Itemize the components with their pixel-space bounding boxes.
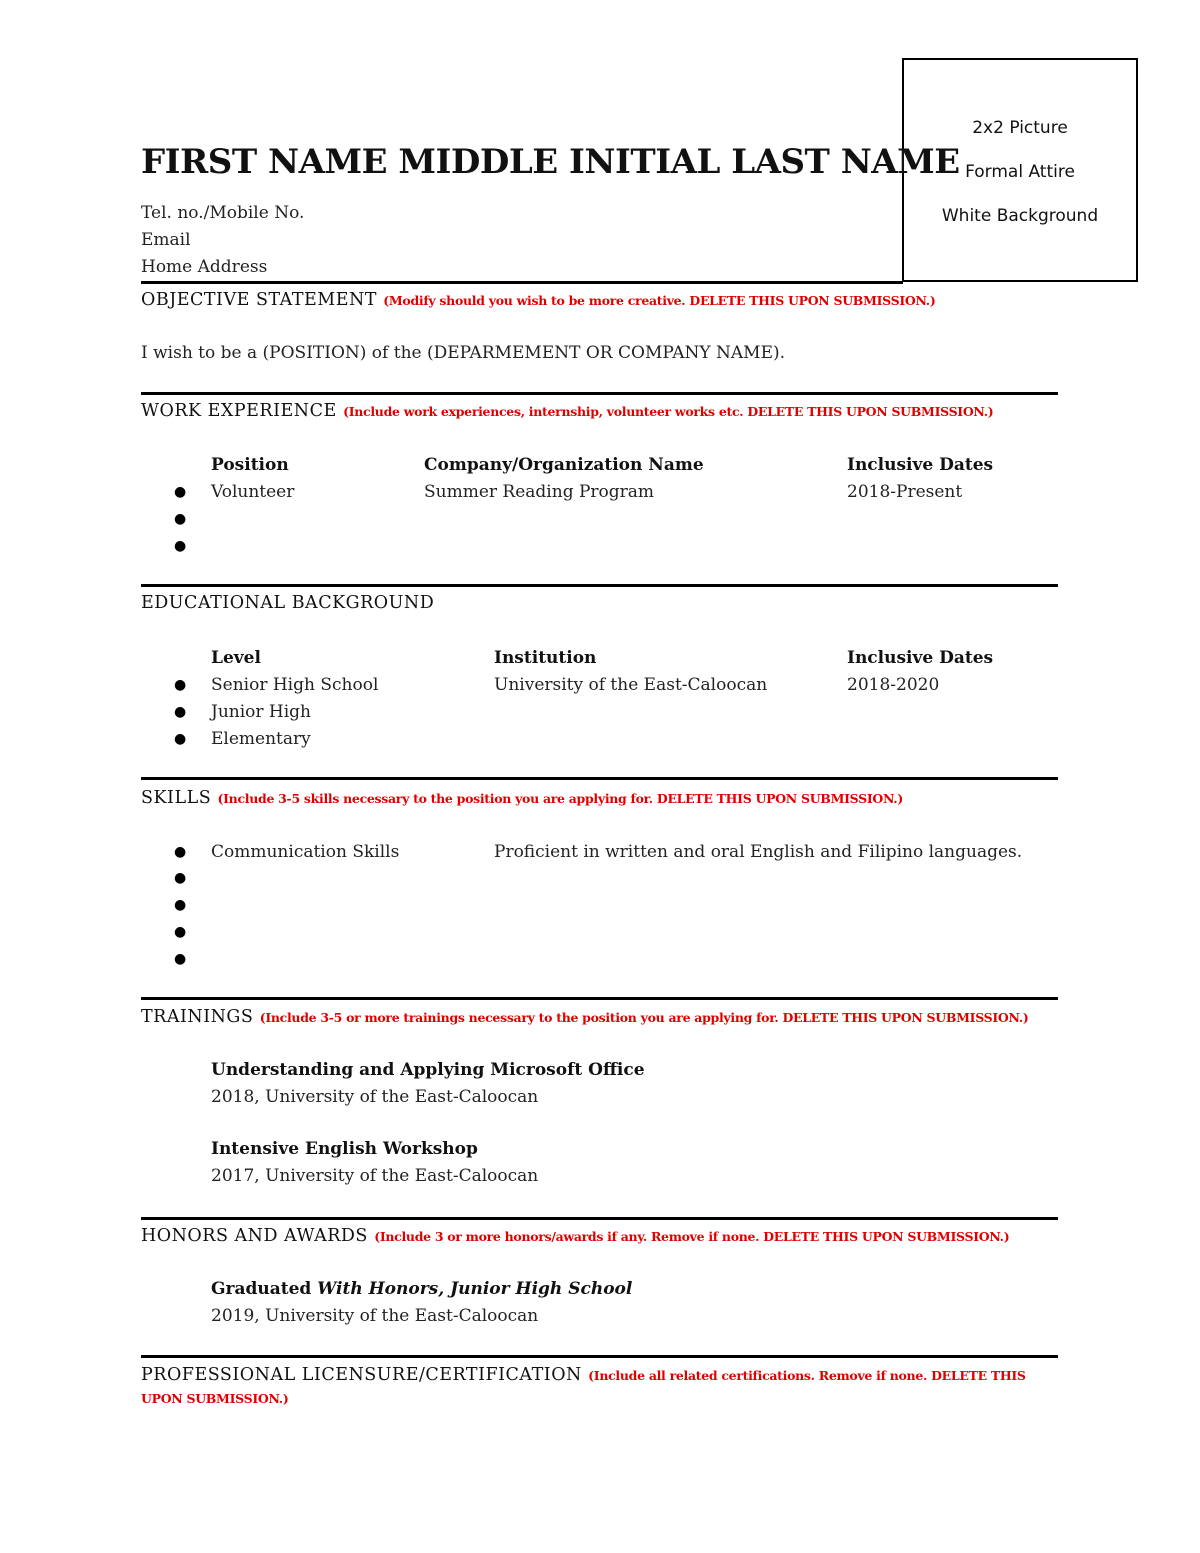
edu-level: Senior High School xyxy=(211,675,379,695)
edu-col-institution: Institution xyxy=(494,648,597,668)
edu-level: Junior High xyxy=(211,702,312,722)
bullet: ● xyxy=(174,844,187,860)
work-company: Summer Reading Program xyxy=(424,482,655,502)
work-position: Volunteer xyxy=(211,482,295,502)
bullet: ● xyxy=(174,731,187,747)
bullet: ● xyxy=(174,704,187,720)
edu-institution: University of the East-Caloocan xyxy=(494,675,768,695)
honor-title: With Honors, Junior High School xyxy=(317,1279,633,1299)
work-col-position: Position xyxy=(211,455,289,475)
education-title: EDUCATIONAL BACKGROUND xyxy=(141,593,435,613)
trainings-heading xyxy=(141,1007,1029,1027)
honor-prefix: Graduated xyxy=(211,1279,318,1299)
edu-level: Elementary xyxy=(211,729,311,749)
edu-col-level: Level xyxy=(211,648,261,668)
objective-text: I wish to be a (POSITION) of the (DEPARMEMENT OR COMPANY NAME). xyxy=(141,343,786,363)
bullet: ● xyxy=(174,897,187,913)
honors-title: HONORS AND AWARDS xyxy=(141,1226,368,1246)
license-note: (Include all related certifications. Remove if none. DELETE THIS UPON SUBMISSION.) xyxy=(141,1368,1026,1406)
bullet: ● xyxy=(174,924,187,940)
license-heading xyxy=(141,1364,1041,1410)
section-divider xyxy=(141,997,1058,1000)
bullet: ● xyxy=(174,538,187,554)
skills-note: (Include 3-5 skills necessary to the position you are applying for. DELETE THIS UPON SUBMISSION.) xyxy=(217,791,903,806)
work-note: (Include work experiences, internship, volunteer works etc. DELETE THIS UPON SUBMISSION.) xyxy=(343,404,994,419)
header-divider xyxy=(141,281,903,284)
work-col-company: Company/Organization Name xyxy=(424,455,704,475)
training-detail: 2018, University of the East-Caloocan xyxy=(211,1087,539,1107)
section-divider xyxy=(141,392,1058,395)
work-col-dates: Inclusive Dates xyxy=(847,455,994,475)
skills-title: SKILLS xyxy=(141,788,212,808)
trainings-note: (Include 3-5 or more trainings necessary to the position you are applying for. DELETE THIS UPON SUBMISSION.) xyxy=(259,1010,1029,1025)
trainings-title: TRAININGS xyxy=(141,1007,254,1027)
honors-note: (Include 3 or more honors/awards if any. Remove if none. DELETE THIS UPON SUBMISSION.) xyxy=(374,1229,1010,1244)
honor-detail: 2019, University of the East-Caloocan xyxy=(211,1306,539,1326)
license-title: PROFESSIONAL LICENSURE/CERTIFICATION xyxy=(141,1365,582,1385)
bullet: ● xyxy=(174,951,187,967)
edu-col-dates: Inclusive Dates xyxy=(847,648,994,668)
edu-dates: 2018-2020 xyxy=(847,675,940,695)
work-title: WORK EXPERIENCE xyxy=(141,401,337,421)
objective-heading xyxy=(141,290,935,310)
section-divider xyxy=(141,777,1058,780)
training-name: Intensive English Workshop xyxy=(211,1139,478,1159)
skill-description: Proficient in written and oral English and Filipino languages. xyxy=(494,842,1023,862)
training-detail: 2017, University of the East-Caloocan xyxy=(211,1166,539,1186)
section-divider xyxy=(141,584,1058,587)
photo-background-label: White Background xyxy=(941,206,1099,226)
section-divider xyxy=(141,1217,1058,1220)
applicant-name: FIRST NAME MIDDLE INITIAL LAST NAME xyxy=(141,142,960,182)
skill-name: Communication Skills xyxy=(211,842,400,862)
phone-line: Tel. no./Mobile No. xyxy=(141,203,305,223)
skills-heading xyxy=(141,788,903,808)
bullet: ● xyxy=(174,677,187,693)
honors-heading xyxy=(141,1226,1009,1246)
work-dates: 2018-Present xyxy=(847,482,963,502)
objective-note: (Modify should you wish to be more creative. DELETE THIS UPON SUBMISSION.) xyxy=(383,293,936,308)
honor-name xyxy=(211,1279,632,1299)
objective-title: OBJECTIVE STATEMENT xyxy=(141,290,377,310)
bullet: ● xyxy=(174,870,187,886)
address-line: Home Address xyxy=(141,257,268,277)
work-heading xyxy=(141,401,993,421)
bullet: ● xyxy=(174,484,187,500)
section-divider xyxy=(141,1355,1058,1358)
training-name: Understanding and Applying Microsoft Office xyxy=(211,1060,645,1080)
bullet: ● xyxy=(174,511,187,527)
email-line: Email xyxy=(141,230,191,250)
education-heading xyxy=(141,593,434,613)
photo-attire-label: Formal Attire xyxy=(965,162,1075,182)
photo-size-label: 2x2 Picture xyxy=(972,118,1068,138)
